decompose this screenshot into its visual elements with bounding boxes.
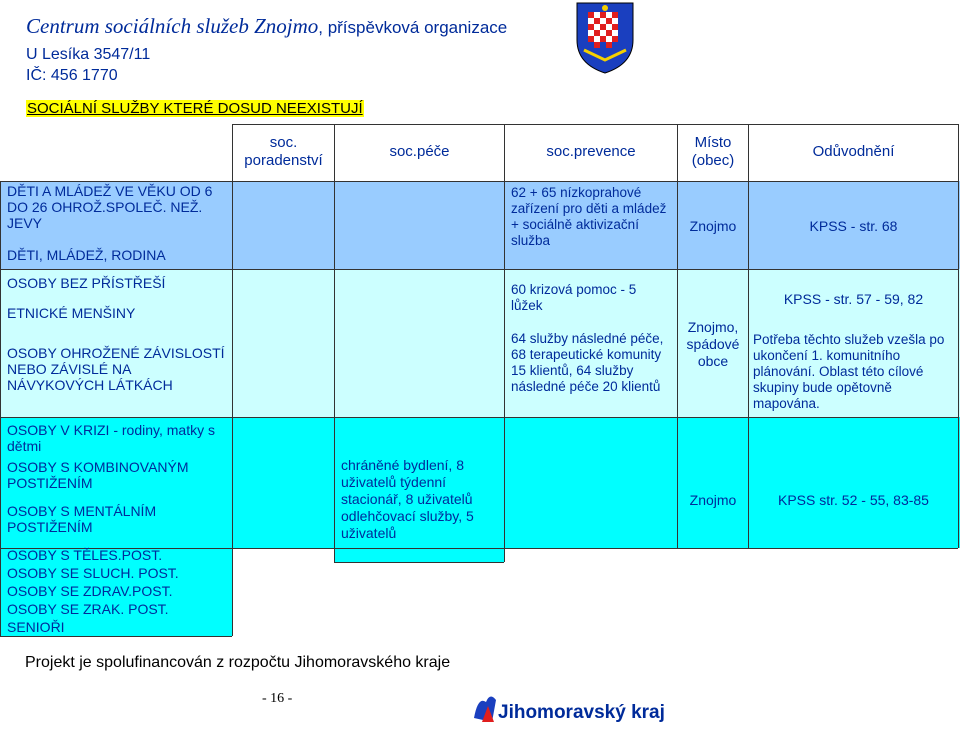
grid-line	[748, 124, 749, 548]
target-group-vision: OSOBY SE ZRAK. POST.	[7, 601, 169, 617]
coat-of-arms-icon	[574, 0, 636, 75]
organization-address: U Lesíka 3547/11	[26, 46, 151, 63]
funding-note: Projekt je spolufinancován z rozpočtu Jihomoravského kraje	[25, 654, 451, 671]
pece-disabled: chráněné bydlení, 8 uživatelů týdenní stacionář, 8 uživatelů odlehčovací služby, 5 uživatelů	[341, 457, 474, 541]
organization-name-rest: , příspěvková organizace	[318, 18, 508, 37]
target-group-hearing: OSOBY SE SLUCH. POST.	[7, 565, 179, 581]
misto-disabled: Znojmo	[689, 492, 737, 508]
grid-line	[504, 124, 505, 562]
target-group-health: OSOBY SE ZDRAV.POST.	[7, 583, 173, 599]
prevence-crisis: 60 krizová pomoc - 5 lůžek	[511, 282, 637, 313]
column-header-pece: soc.péče	[389, 143, 450, 160]
prevence-children: 62 + 65 nízkoprahové zařízení pro děti a mládež + sociálně aktivizační služba	[511, 185, 667, 248]
oduvodneni-children: KPSS - str. 68	[809, 218, 898, 234]
row-band-pece-lower	[334, 548, 504, 562]
grid-line	[232, 124, 233, 636]
grid-line	[958, 124, 959, 548]
organization-name-italic: Centrum sociálních služeb Znojmo	[26, 14, 319, 38]
prevence-aftercare: 64 služby následné péče, 68 terapeutické komunity 15 klientů, 64 služby následné péče 20 klientů	[511, 331, 664, 394]
section-title	[26, 100, 364, 117]
oduvodneni-disabled: KPSS str. 52 - 55, 83-85	[778, 492, 929, 508]
grid-line	[0, 181, 1, 636]
organization-ic: IČ: 456 1770	[26, 67, 118, 84]
target-group-combined: OSOBY S KOMBINOVANÝM POSTIŽENÍM	[7, 459, 189, 491]
target-group-physical: OSOBY S TĚLES.POST.	[7, 547, 163, 563]
organization-name	[26, 14, 507, 39]
column-header-prevence: soc.prevence	[546, 143, 636, 160]
target-group-ethnic: ETNICKÉ MENŠINY	[7, 305, 136, 321]
column-header-oduvodneni: Odůvodnění	[812, 143, 895, 160]
target-group-family: DĚTI, MLÁDEŽ, RODINA	[7, 247, 166, 263]
column-header-poradenstvi: soc. poradenství	[244, 134, 323, 169]
section-title-text: SOCIÁLNÍ SLUŽBY KTERÉ DOSUD NEEXISTUJÍ	[27, 100, 363, 117]
column-header-misto: Místo (obec)	[691, 134, 735, 169]
oduvodneni-ref-homeless: KPSS - str. 57 - 59, 82	[783, 291, 924, 307]
grid-line	[0, 269, 958, 270]
page-number: - 16 -	[262, 691, 293, 706]
region-logo	[472, 688, 665, 728]
target-group-homeless: OSOBY BEZ PŘÍSTŘEŠÍ	[7, 275, 166, 291]
grid-line	[0, 417, 958, 418]
misto-children: Znojmo	[689, 218, 737, 234]
target-group-mental: OSOBY S MENTÁLNÍM POSTIŽENÍM	[7, 503, 157, 535]
misto-homeless: Znojmo, spádové obce	[686, 319, 740, 369]
grid-line	[334, 124, 335, 562]
oduvodneni-text-homeless: Potřeba těchto služeb vzešla po ukončení 1. komunitního plánování. Oblast této cílové skupiny bude opětovně mapována.	[753, 332, 945, 411]
target-group-seniors: SENIOŘI	[7, 619, 65, 635]
logo-text: Jihomoravský kraj	[498, 702, 665, 723]
target-group-crisis: OSOBY V KRIZI - rodiny, matky s dětmi	[7, 422, 215, 454]
grid-line	[334, 562, 504, 563]
grid-line	[0, 636, 232, 637]
target-group-children: DĚTI A MLÁDEŽ VE VĚKU OD 6 DO 26 OHROŽ.SPOLEČ. NEŽ. JEVY	[7, 183, 213, 231]
target-group-addiction: OSOBY OHROŽENÉ ZÁVISLOSTÍ NEBO ZÁVISLÉ NA NÁVYKOVÝCH LÁTKÁCH	[7, 345, 225, 393]
grid-line	[0, 181, 958, 182]
